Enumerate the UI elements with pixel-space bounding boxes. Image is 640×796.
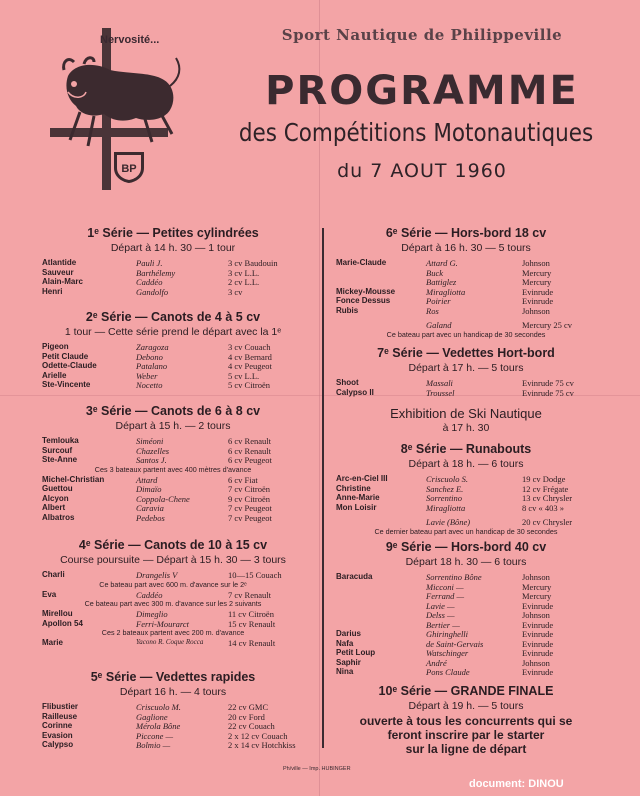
entry-row — [336, 658, 596, 668]
series-departure: Départ à 17 h. — 5 tours — [408, 362, 524, 374]
series-5 — [42, 670, 304, 750]
boat-name: Albatros — [42, 512, 75, 522]
series-title: 4ᵉ Série — Canots de 10 à 15 cv — [78, 538, 268, 552]
engine: Evinrude — [522, 600, 554, 611]
engine: Evinrude 75 cv — [522, 378, 574, 388]
engine: Evinrude — [522, 638, 554, 649]
boat-name: Mon Loisir — [336, 502, 377, 512]
entry-row — [42, 380, 304, 390]
series-note: Ces 3 bateaux partent avec 400 mètres d'avance — [94, 464, 252, 474]
entry-row — [42, 371, 304, 381]
pilot-name: Miragliotta — [426, 502, 466, 513]
engine: 8 cv « 403 » — [522, 502, 565, 513]
boat-name: Fonce Dessus — [336, 296, 391, 305]
boat-name: Corinne — [42, 721, 73, 730]
engine: 3 cv Baudouin — [228, 258, 278, 268]
entry-row — [336, 517, 596, 527]
pilot-name: Ros — [426, 305, 439, 316]
boat-name: Marie — [42, 638, 63, 647]
boat-name: Evasion — [42, 730, 73, 740]
engine: 4 cv Peugeot — [228, 361, 272, 371]
entry-row — [42, 484, 304, 494]
entry-row — [42, 619, 304, 629]
engine: 7 cv Renault — [228, 589, 271, 600]
pilot-name: Caddéo — [136, 277, 163, 287]
series-title: 7ᵉ Série — Vedettes Hort-bord — [377, 346, 555, 360]
pilot-name: André — [426, 657, 447, 668]
engine: 3 cv Couach — [228, 342, 271, 352]
boat-name: Christine — [336, 483, 371, 493]
pilot-name: Pons Claude — [426, 667, 470, 677]
entry-row — [336, 610, 596, 620]
engine: Evinrude 75 cv — [522, 387, 574, 398]
pilot-name: Weber — [136, 370, 158, 381]
series-note: Ce dernier bateau part avec un handicap de 30 secondes — [374, 526, 558, 536]
pilot-name: Criscuolo S. — [426, 474, 469, 484]
series-note: Ce bateau part avec un handicap de 30 secondes — [386, 329, 546, 339]
event-date: du 7 AOUT 1960 — [337, 160, 507, 182]
pilot-name: Sorrentino Bône — [426, 572, 482, 582]
entry-row — [42, 277, 304, 287]
engine: 11 cv Citroën — [228, 609, 274, 619]
engine: 6 cv Renault — [228, 436, 271, 446]
printer-imprint: Ph/ville — Imp. HUBINGER — [283, 766, 351, 772]
entry-row — [42, 342, 304, 352]
boat-name: Anne-Marie — [336, 493, 380, 502]
engine: 2 x 14 cv Hotchkiss — [228, 740, 296, 750]
slogan-text: Nervosité... — [100, 34, 160, 46]
pilot-name: Gandolfo — [136, 286, 169, 297]
finale-title: 10ᵉ Série — GRANDE FINALE — [378, 684, 554, 698]
entry-row — [336, 503, 596, 513]
entry-row — [336, 268, 596, 278]
series-departure: Départ 16 h. — 4 tours — [119, 686, 227, 698]
boat-name: Mirellou — [42, 609, 73, 618]
exhibition-time: à 17 h. 30 — [442, 422, 490, 434]
boat-name: Marie-Claude — [336, 258, 387, 267]
engine: 2 cv L.L. — [228, 277, 260, 287]
bp-logo-letters: BP — [121, 163, 137, 175]
series-title: 3ᵉ Série — Canots de 6 à 8 cv — [85, 404, 261, 418]
boat-name: Ste-Anne — [42, 455, 78, 464]
page-subtitle: des Compétitions Motonautiques — [238, 118, 594, 147]
series-title: 5ᵉ Série — Vedettes rapides — [90, 670, 256, 684]
engine: 3 cv L.L. — [228, 267, 260, 278]
entry-row — [42, 740, 304, 750]
series-2 — [42, 310, 304, 390]
engine: 10—15 Couach — [228, 570, 282, 580]
entry-row — [42, 287, 304, 297]
boat-name: Albert — [42, 503, 66, 512]
engine: Evinrude — [522, 648, 554, 658]
pilot-name: Watschinger — [426, 648, 469, 658]
entry-row — [336, 493, 596, 503]
series-departure: Départ à 15 h. — 2 tours — [115, 420, 231, 432]
engine: 6 cv Peugeot — [228, 455, 272, 465]
engine: 13 cv Chrysler — [522, 493, 573, 503]
engine: Evinrude — [522, 296, 554, 306]
entry-row — [336, 601, 596, 611]
engine: Johnson — [522, 305, 550, 316]
club-name: Sport Nautique de Philippeville — [281, 26, 563, 44]
pilot-name: Lavie — — [426, 600, 455, 611]
pilot-name: Patalano — [136, 361, 168, 371]
pilot-name: Micconi — — [426, 581, 464, 592]
engine: 3 cv — [228, 286, 243, 297]
series-note: Ce bateau part avec 600 m. d'avance sur le 2ᵉ — [99, 579, 247, 589]
pilot-name: Santos J. — [136, 455, 167, 465]
entry-row — [42, 702, 304, 712]
engine: 6 cv Fiat — [228, 474, 258, 485]
engine: 9 cv Citroën — [228, 493, 271, 504]
pilot-name: Battiglez — [426, 277, 457, 287]
pilot-name: Mérola Bône — [136, 721, 181, 731]
boat-name: Henri — [42, 286, 63, 296]
engine: 12 cv Frégate — [522, 483, 569, 494]
pilot-name: Chazelles — [136, 445, 170, 456]
pilot-name: Massali — [426, 378, 453, 388]
pilot-name: Dimaïo — [136, 484, 162, 494]
entry-row — [42, 712, 304, 722]
pilot-name: Ferri-Mourarct — [136, 618, 190, 629]
engine: 7 cv Peugeot — [228, 512, 272, 523]
engine: 2 x 12 cv Couach — [228, 730, 288, 741]
document-credit: document: DINOU — [469, 778, 564, 790]
entry-row — [42, 258, 304, 268]
boat-name: Odette-Claude — [42, 361, 97, 370]
boat-name: Nina — [336, 667, 354, 676]
engine: 20 cv Chrysler — [522, 517, 573, 527]
engine: Mercury — [522, 591, 552, 601]
boat-name: Guettou — [42, 484, 73, 493]
entry-row — [42, 455, 304, 465]
boat-name: Petit Claude — [42, 351, 89, 361]
finale-line-3: sur la ligne de départ — [405, 742, 527, 756]
pilot-name: Attard G. — [426, 258, 458, 268]
entry-row — [336, 378, 596, 388]
boat-name: Darius — [336, 629, 361, 638]
series-8 — [336, 442, 596, 537]
boat-name: Surcouf — [42, 445, 73, 455]
boat-name: Sauveur — [42, 267, 74, 277]
series-7 — [336, 346, 596, 397]
pilot-name: Sanchez E. — [426, 483, 464, 494]
engine: Johnson — [522, 258, 550, 268]
pilot-name: Dimeglio — [136, 609, 168, 619]
engine: 5 cv L.L. — [228, 370, 260, 381]
pilot-name: Ghiringhelli — [426, 629, 469, 639]
entry-row — [336, 474, 596, 484]
series-title: 6ᵉ Série — Hors-bord 18 cv — [385, 226, 547, 240]
boat-name: Petit Loup — [336, 648, 376, 657]
entry-row — [336, 582, 596, 592]
series-departure: Départ à 14 h. 30 — 1 tour — [110, 242, 236, 254]
entry-row — [336, 572, 596, 582]
boat-name: Pigeon — [42, 342, 69, 351]
entry-row — [42, 446, 304, 456]
pilot-name: Sorrentino — [426, 493, 463, 503]
pilot-name: Attard — [136, 474, 158, 485]
entry-row — [42, 731, 304, 741]
boat-name: Railleuse — [42, 711, 78, 721]
boat-name: Calypso II — [336, 387, 374, 397]
series-departure: Course poursuite — Départ à 15 h. 30 — 3 tours — [60, 554, 286, 566]
engine: 5 cv Citroën — [228, 380, 271, 390]
boat-name: Eva — [42, 589, 57, 599]
entry-row — [336, 629, 596, 639]
entry-row — [336, 639, 596, 649]
engine: 4 cv Bernard — [228, 351, 272, 362]
entry-row — [42, 638, 304, 648]
engine: 20 cv Ford — [228, 711, 265, 722]
engine: Johnson — [522, 610, 550, 620]
entry-row — [336, 306, 596, 316]
bp-shield-icon — [112, 150, 146, 184]
entry-row — [42, 513, 304, 523]
pilot-name: Zaragoza — [136, 342, 169, 352]
boat-name: Apollon 54 — [42, 618, 83, 628]
series-departure: Départ à 18 h. — 6 tours — [408, 458, 524, 470]
boat-name: Flibustier — [42, 702, 79, 711]
engine: Evinrude — [522, 286, 554, 297]
entry-row — [336, 484, 596, 494]
engine: 22 cv GMC — [228, 702, 269, 712]
boat-name: Atlantide — [42, 258, 77, 267]
pilot-name: Drangelis V — [136, 570, 178, 580]
entry-row — [42, 436, 304, 446]
boat-name: Alcyon — [42, 493, 69, 503]
pilot-name: Pedebos — [136, 512, 165, 523]
engine: 7 cv Citroën — [228, 484, 271, 494]
series-title: 2ᵉ Série — Canots de 4 à 5 cv — [85, 310, 261, 324]
entry-row — [42, 475, 304, 485]
entry-row — [42, 590, 304, 600]
series-note: Ce bateau part avec 300 m. d'avance sur les 2 suivants — [84, 599, 262, 608]
entry-row — [336, 287, 596, 297]
pilot-name: Caddéo — [136, 589, 163, 600]
engine: Evinrude — [522, 667, 554, 677]
pilot-name: Gaglione — [136, 711, 168, 722]
pilot-name: Delss — — [426, 610, 455, 620]
pilot-name: Caravia — [136, 503, 164, 513]
entry-row — [336, 620, 596, 630]
series-3 — [42, 404, 304, 522]
pilot-name: Poirier — [426, 296, 451, 306]
pilot-name: Coppola-Chene — [136, 493, 190, 504]
boat-name: Saphir — [336, 657, 361, 667]
pilot-name: Debono — [136, 351, 163, 362]
entry-row — [336, 648, 596, 658]
column-divider — [322, 228, 324, 748]
entry-row — [42, 268, 304, 278]
boat-name: Ste-Vincente — [42, 380, 91, 389]
engine: 6 cv Renault — [228, 445, 271, 456]
engine: Johnson — [522, 572, 550, 582]
boat-name: Baracuda — [336, 572, 373, 581]
engine: 14 cv Renault — [228, 638, 276, 648]
page-title: PROGRAMME — [265, 68, 579, 114]
entry-row — [336, 258, 596, 268]
boat-name: Rubis — [336, 305, 359, 315]
series-6 — [336, 226, 596, 340]
series-departure: 1 tour — Cette série prend le départ avec la 1ᵉ — [64, 326, 282, 338]
entry-row — [336, 388, 596, 398]
engine: 22 cv Couach — [228, 721, 275, 731]
ski-exhibition — [336, 406, 596, 434]
boat-name: Arc-en-Ciel III — [336, 474, 388, 483]
pilot-name: Miragliotta — [426, 286, 466, 297]
boat-name: Arielle — [42, 370, 67, 380]
boat-name: Alain-Marc — [42, 277, 83, 286]
grande-finale — [336, 684, 596, 756]
series-9 — [336, 540, 596, 677]
engine: 15 cv Renault — [228, 618, 276, 629]
series-note: Ces 2 bateaux partent avec 200 m. d'avance — [101, 628, 245, 637]
entry-row — [336, 320, 596, 330]
engine: Mercury 25 cv — [522, 320, 573, 330]
boat-name: Calypso — [42, 740, 74, 749]
pilot-name: Troussel — [426, 387, 455, 398]
entry-row — [42, 570, 304, 580]
pilot-name: Ferrand — — [426, 591, 465, 601]
entry-row — [336, 296, 596, 306]
finale-line-1: ouverte à tous les concurrents qui se — [359, 714, 573, 728]
series-title: 8ᵉ Série — Runabouts — [400, 442, 532, 456]
pilot-name: Nocetto — [136, 380, 163, 390]
pilot-name: Pauli J. — [136, 258, 163, 268]
pilot-name: Bolmio — — [136, 740, 171, 750]
pilot-name: Yacono R. Coque Rocca — [136, 638, 204, 646]
boat-name: Nafa — [336, 638, 354, 648]
series-title: 1ᵉ Série — Petites cylindrées — [87, 226, 259, 240]
entry-row — [42, 721, 304, 731]
series-departure: Départ 18 h. 30 — 6 tours — [405, 556, 527, 568]
pilot-name: Bertier — — [426, 619, 460, 630]
pilot-name: Galand — [426, 320, 452, 330]
pilot-name: Barthélemy — [136, 267, 176, 278]
engine: Mercury — [522, 277, 552, 287]
pilot-name: de Saint-Gervais — [426, 638, 484, 649]
pilot-name: Lavie (Bône) — [426, 517, 471, 527]
series-departure: Départ à 16 h. 30 — 5 tours — [401, 242, 531, 254]
engine: 7 cv Peugeot — [228, 503, 272, 513]
series-1 — [42, 226, 304, 296]
pilot-name: Piccone — — [136, 730, 174, 741]
entry-row — [42, 609, 304, 619]
engine: 19 cv Dodge — [522, 474, 566, 484]
exhibition-title: Exhibition de Ski Nautique — [390, 406, 542, 421]
engine: Evinrude — [522, 629, 554, 639]
pilot-name: Siméoni — [136, 436, 164, 446]
engine: Evinrude — [522, 619, 554, 630]
boat-name: Mickey-Mousse — [336, 286, 396, 296]
boat-name: Shoot — [336, 378, 359, 387]
finale-departure: Départ à 19 h. — 5 tours — [408, 700, 524, 712]
entry-row — [336, 667, 596, 677]
series-4 — [42, 538, 304, 648]
entry-row — [336, 277, 596, 287]
engine: Johnson — [522, 657, 550, 668]
entry-row — [42, 352, 304, 362]
boat-name: Michel-Christian — [42, 474, 105, 484]
entry-row — [42, 503, 304, 513]
boat-name: Charli — [42, 570, 65, 579]
pilot-name: Criscuolo M. — [136, 702, 181, 712]
finale-line-2: feront inscrire par le starter — [387, 728, 545, 742]
engine: Mercury — [522, 581, 552, 592]
entry-row — [336, 591, 596, 601]
entry-row — [42, 361, 304, 371]
boat-name: Temlouka — [42, 436, 79, 445]
entry-row — [42, 494, 304, 504]
engine: Mercury — [522, 267, 552, 278]
pilot-name: Buck — [426, 267, 443, 278]
series-title: 9ᵉ Série — Hors-bord 40 cv — [385, 540, 547, 554]
